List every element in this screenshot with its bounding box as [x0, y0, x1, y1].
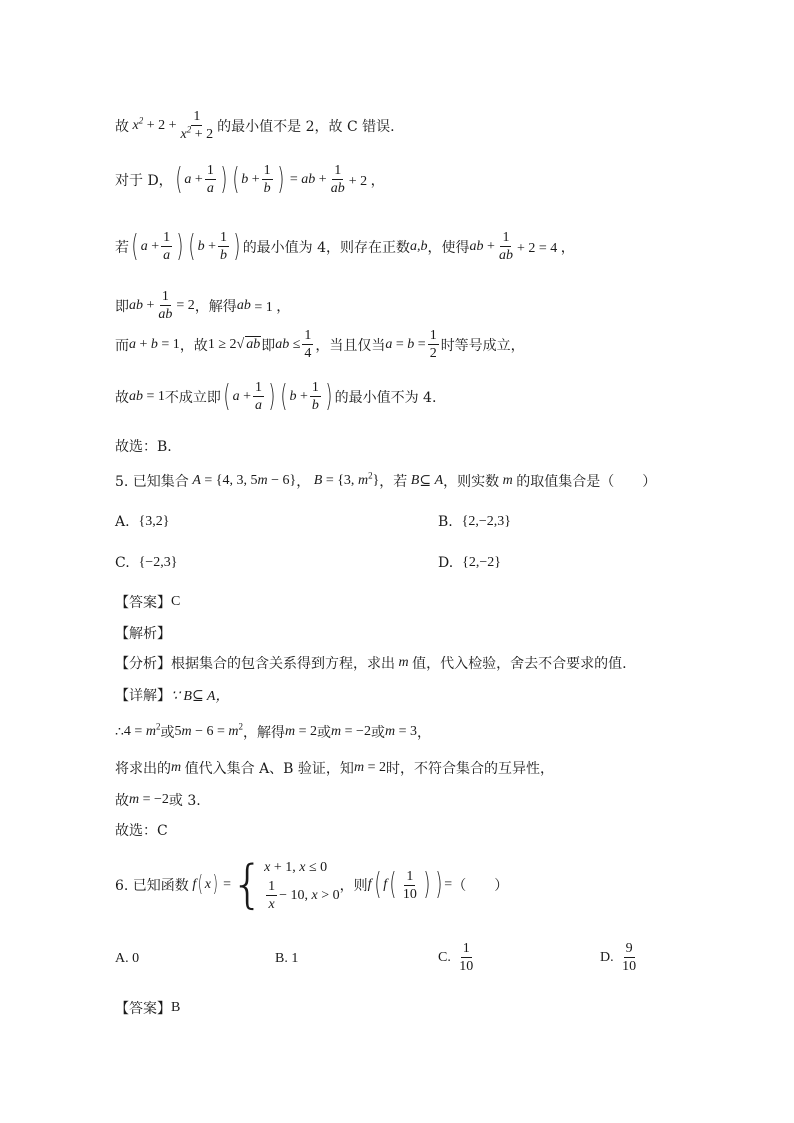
solution-line-1: ∴ 4 = m $^2$ 或 5 m − 6 = m $^2$ ，解得 m = 2 或 m = −2 或 m = 3 ， [115, 721, 431, 741]
text: 即 [115, 298, 129, 315]
fraction: $\frac{1}{x^2 + 2}$ [180, 109, 214, 142]
text: 故 [115, 389, 129, 406]
text: 的最小值不为 4. [334, 389, 437, 406]
text: 时等号成立， [440, 337, 525, 354]
question-5-stem: 5. 已知集合 A = {4, 3, 5 m − 6} ， B = {3, m $^2$} ，若 B ⊆ A ，则实数 m 的取值集合是（ ） [115, 470, 657, 490]
answer-value: C [171, 594, 181, 609]
text: 将求出的 [115, 761, 171, 777]
text: 或 [317, 725, 332, 741]
line-5: 而 a + b = 1 ，故 1 ≥ 2 √ ab 即 ab ≤ $\frac{1}{4}$ ，当且仅当 a = b = $\frac{1}{2}$ 时等号成立， [115, 328, 525, 361]
text: 若 [115, 239, 129, 256]
text: 故 [115, 793, 129, 809]
text: ， [416, 725, 431, 741]
text: （ ） [452, 878, 509, 894]
option-a [115, 514, 169, 530]
text: 值代入集合 A、B 验证，知 [184, 761, 354, 777]
text: 故 [115, 118, 129, 135]
xiangjie-5 [115, 685, 230, 705]
xiangjie-label: 【详解】 [115, 688, 171, 704]
option-c: C. $\frac{1}{10}$ [438, 941, 474, 974]
option-label: B. [438, 514, 453, 530]
solution-line-2: 将求出的 m 值代入集合 A、B 验证，知 m = 2 时，不符合集合的互异性， [115, 760, 554, 777]
text: 故选：B. [115, 439, 172, 455]
text: ，若 [379, 474, 408, 490]
question-6-stem: 6. 已知函数 f ( x ) = { x + 1, x ≤ 0 $\frac{1}{x}$ − 10, x > 0 ，则 f ( f ( $\frac{1}{10}$ ) ) = （ ） [115, 855, 509, 915]
text: 不成立即 [164, 389, 221, 406]
option-label: D. [438, 555, 454, 571]
math: $x^2 + 2$ + [129, 114, 177, 133]
option-value: {2,−2,3} [461, 514, 511, 529]
text: ∴ [115, 724, 124, 740]
line-2: 对于 D， ( a + $\frac{1}{a}$ ) ( b + $\frac{1}{b}$ ) = ab + $\frac{1}{ab}$ + 2 ， [115, 161, 385, 197]
option-c [115, 555, 177, 571]
option-b [438, 514, 511, 530]
analysis-label: 【解析】 [115, 626, 171, 642]
line-4: 即 ab + $\frac{1}{ab}$ = 2 ，解得 ab = 1 ， [115, 289, 291, 322]
text: 的最小值为 4，则存在正数 [242, 239, 411, 256]
option-label: C. [115, 555, 130, 571]
answer-value: B [171, 1000, 181, 1015]
text: 值，代入检验，舍去不合要求的值. [412, 656, 627, 672]
piecewise: x + 1, x ≤ 0 $\frac{1}{x}$ − 10, x > 0 [264, 860, 340, 912]
text: 而 [115, 337, 129, 354]
option-value: {−2,3} [138, 555, 178, 570]
text: ，当且仅当 [315, 337, 386, 354]
text: 或 [160, 725, 175, 741]
option-label: A. 0 [115, 951, 140, 966]
text: 的取值集合是（ ） [516, 474, 657, 490]
answer-5 [115, 592, 180, 612]
text: ， [296, 474, 311, 490]
text: 6. 已知函数 [115, 878, 189, 894]
option-value: {3,2} [138, 514, 170, 529]
answer-label: 【答案】 [115, 595, 171, 611]
text: 的最小值不是 2，故 C 错误. [217, 118, 395, 135]
text: ，使得 [427, 239, 470, 256]
option-label: B. 1 [275, 951, 299, 966]
text: 故选：C [115, 823, 168, 839]
line-7 [115, 436, 172, 456]
text: 或 3. [168, 793, 201, 809]
text: ，解得 [243, 725, 285, 741]
text: ，则 [339, 878, 368, 894]
fenxi-label: 【分析】 [115, 656, 171, 672]
text: 5. 已知集合 [115, 474, 189, 490]
text: ∵ B⊆ A， [171, 689, 230, 704]
text: 或 [370, 725, 385, 741]
text: 根据集合的包含关系得到方程，求出 [171, 656, 395, 672]
text: 时，不符合集合的互异性， [385, 761, 554, 777]
text: 对于 D， [115, 172, 173, 189]
text: ，则实数 [443, 474, 500, 490]
option-label: C. [438, 949, 451, 965]
option-d [438, 555, 501, 571]
analysis-5 [115, 623, 171, 643]
fenxi-5: 【分析】 根据集合的包含关系得到方程，求出 m 值，代入检验，舍去不合要求的值. [115, 655, 627, 672]
answer-6 [115, 998, 180, 1018]
option-label: A. [115, 514, 130, 530]
text: 即 [261, 337, 276, 354]
option-label: D. [600, 949, 614, 965]
solution-line-4 [115, 820, 168, 840]
solution-line-3: 故 m = −2 或 3. [115, 792, 201, 809]
line-3: 若 ( a + $\frac{1}{a}$ ) ( b + $\frac{1}{b}$ ) 的最小值为 4，则存在正数 a , b ，使得 ab + $\frac{1}{ab}$ + 2 = 4 ， [115, 228, 575, 264]
option-a [115, 951, 139, 967]
answer-label: 【答案】 [115, 1001, 171, 1017]
line-1 [115, 108, 395, 143]
option-d: D. $\frac{9}{10}$ [600, 941, 637, 974]
option-b [275, 951, 298, 967]
line-6: 故 ab = 1 不成立即 ( a + $\frac{1}{a}$ ) ( b + $\frac{1}{b}$ ) 的最小值不为 4. [115, 378, 437, 414]
text: ，解得 [194, 298, 237, 315]
text: ，故 [179, 337, 208, 354]
option-value: {2,−2} [462, 555, 501, 570]
